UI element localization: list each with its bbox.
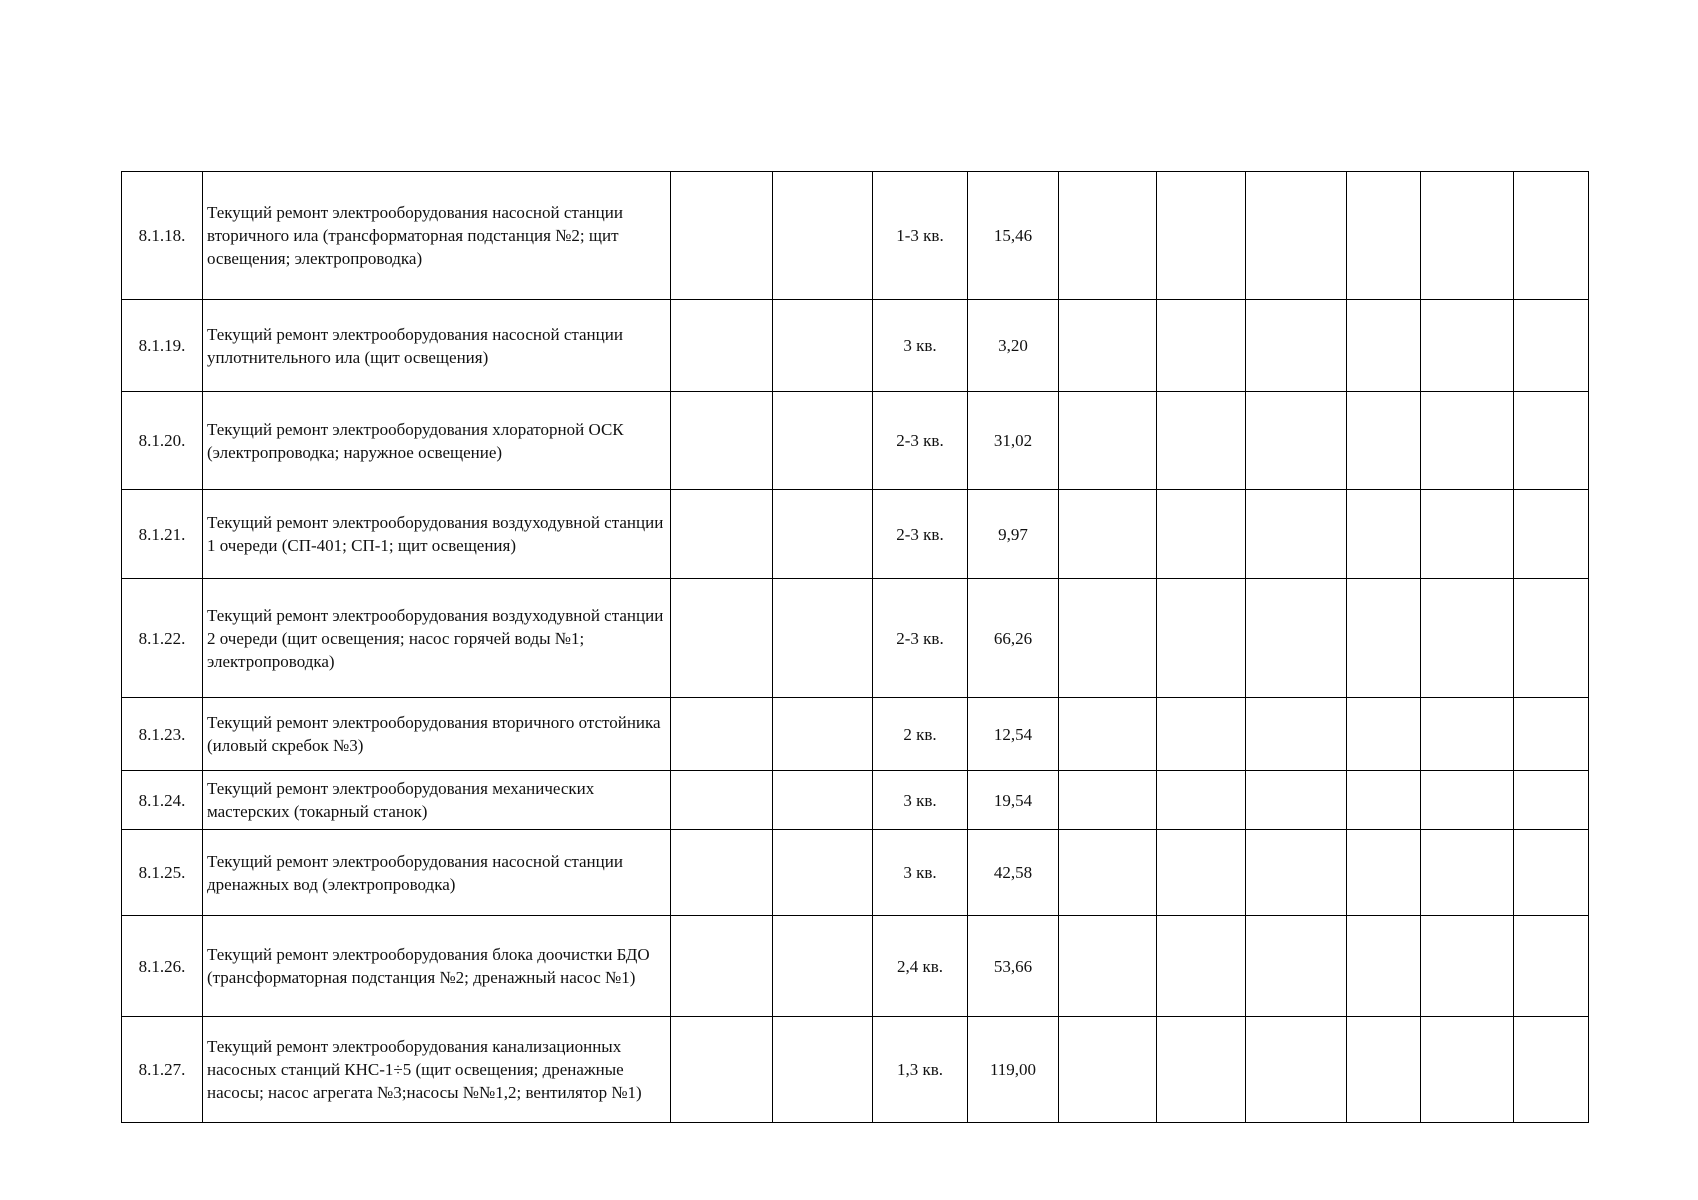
work-description: Текущий ремонт электрооборудования насосной станции уплотнительного ила (щит освещения) xyxy=(203,300,671,392)
empty-cell xyxy=(1157,771,1246,830)
empty-cell xyxy=(1421,579,1514,698)
work-description: Текущий ремонт электрооборудования хлораторной ОСК (электропроводка; наружное освещение) xyxy=(203,392,671,490)
row-number: 8.1.24. xyxy=(122,771,203,830)
work-amount: 66,26 xyxy=(968,579,1059,698)
work-amount: 12,54 xyxy=(968,698,1059,771)
work-amount: 15,46 xyxy=(968,172,1059,300)
row-number: 8.1.26. xyxy=(122,916,203,1017)
empty-cell xyxy=(671,300,773,392)
empty-cell xyxy=(1059,172,1157,300)
work-period: 3 кв. xyxy=(873,830,968,916)
work-amount: 53,66 xyxy=(968,916,1059,1017)
row-number: 8.1.19. xyxy=(122,300,203,392)
empty-cell xyxy=(1157,1017,1246,1123)
empty-cell xyxy=(1514,1017,1589,1123)
row-number: 8.1.22. xyxy=(122,579,203,698)
empty-cell xyxy=(1059,579,1157,698)
empty-cell xyxy=(671,1017,773,1123)
empty-cell xyxy=(773,579,873,698)
empty-cell xyxy=(1157,392,1246,490)
row-number: 8.1.27. xyxy=(122,1017,203,1123)
empty-cell xyxy=(1421,698,1514,771)
empty-cell xyxy=(1347,771,1421,830)
empty-cell xyxy=(1514,698,1589,771)
empty-cell xyxy=(1514,300,1589,392)
empty-cell xyxy=(1421,830,1514,916)
table-row xyxy=(122,771,1589,830)
empty-cell xyxy=(1246,771,1347,830)
table-row xyxy=(122,698,1589,771)
empty-cell xyxy=(1514,490,1589,579)
row-number: 8.1.20. xyxy=(122,392,203,490)
table-row xyxy=(122,392,1589,490)
work-period: 2 кв. xyxy=(873,698,968,771)
empty-cell xyxy=(1347,172,1421,300)
empty-cell xyxy=(671,392,773,490)
empty-cell xyxy=(1246,698,1347,771)
table-row xyxy=(122,830,1589,916)
empty-cell xyxy=(1421,916,1514,1017)
empty-cell xyxy=(1421,771,1514,830)
empty-cell xyxy=(1514,916,1589,1017)
empty-cell xyxy=(1246,579,1347,698)
work-period: 1,3 кв. xyxy=(873,1017,968,1123)
empty-cell xyxy=(1157,172,1246,300)
work-description: Текущий ремонт электрооборудования вторичного отстойника (иловый скребок №3) xyxy=(203,698,671,771)
work-amount: 9,97 xyxy=(968,490,1059,579)
empty-cell xyxy=(773,392,873,490)
work-period: 1-3 кв. xyxy=(873,172,968,300)
empty-cell xyxy=(1347,830,1421,916)
empty-cell xyxy=(1421,392,1514,490)
work-period: 3 кв. xyxy=(873,300,968,392)
empty-cell xyxy=(1059,771,1157,830)
empty-cell xyxy=(773,172,873,300)
empty-cell xyxy=(671,916,773,1017)
work-description: Текущий ремонт электрооборудования воздуходувной станции 1 очереди (СП-401; СП-1; щит освещения) xyxy=(203,490,671,579)
empty-cell xyxy=(1514,172,1589,300)
empty-cell xyxy=(1421,172,1514,300)
empty-cell xyxy=(671,579,773,698)
empty-cell xyxy=(1347,579,1421,698)
empty-cell xyxy=(1246,300,1347,392)
empty-cell xyxy=(1246,916,1347,1017)
empty-cell xyxy=(1059,300,1157,392)
work-period: 2-3 кв. xyxy=(873,392,968,490)
empty-cell xyxy=(773,1017,873,1123)
empty-cell xyxy=(1059,916,1157,1017)
table-row xyxy=(122,579,1589,698)
empty-cell xyxy=(1347,916,1421,1017)
repair-works-table xyxy=(121,171,1589,1123)
empty-cell xyxy=(773,698,873,771)
empty-cell xyxy=(1157,490,1246,579)
empty-cell xyxy=(1059,392,1157,490)
empty-cell xyxy=(1157,916,1246,1017)
empty-cell xyxy=(1246,392,1347,490)
work-amount: 3,20 xyxy=(968,300,1059,392)
empty-cell xyxy=(1059,698,1157,771)
work-period: 2,4 кв. xyxy=(873,916,968,1017)
empty-cell xyxy=(773,830,873,916)
empty-cell xyxy=(1347,392,1421,490)
empty-cell xyxy=(773,490,873,579)
row-number: 8.1.18. xyxy=(122,172,203,300)
empty-cell xyxy=(1421,490,1514,579)
work-description: Текущий ремонт электрооборудования канализационных насосных станций КНС-1÷5 (щит освещения; дренажные насосы; насос агрегата №3;насосы №№1,2; вентилятор №1) xyxy=(203,1017,671,1123)
work-period: 2-3 кв. xyxy=(873,579,968,698)
empty-cell xyxy=(671,771,773,830)
work-description: Текущий ремонт электрооборудования насосной станции вторичного ила (трансформаторная подстанция №2; щит освещения; электропроводка) xyxy=(203,172,671,300)
empty-cell xyxy=(671,172,773,300)
empty-cell xyxy=(773,771,873,830)
work-description: Текущий ремонт электрооборудования воздуходувной станции 2 очереди (щит освещения; насос горячей воды №1; электропроводка) xyxy=(203,579,671,698)
table-row xyxy=(122,172,1589,300)
empty-cell xyxy=(1421,1017,1514,1123)
empty-cell xyxy=(1347,698,1421,771)
empty-cell xyxy=(1347,1017,1421,1123)
work-description: Текущий ремонт электрооборудования блока доочистки БДО (трансформаторная подстанция №2; дренажный насос №1) xyxy=(203,916,671,1017)
empty-cell xyxy=(1514,771,1589,830)
empty-cell xyxy=(1421,300,1514,392)
empty-cell xyxy=(1157,579,1246,698)
empty-cell xyxy=(1347,300,1421,392)
empty-cell xyxy=(671,490,773,579)
work-period: 2-3 кв. xyxy=(873,490,968,579)
empty-cell xyxy=(1514,830,1589,916)
empty-cell xyxy=(1157,300,1246,392)
work-amount: 19,54 xyxy=(968,771,1059,830)
work-amount: 119,00 xyxy=(968,1017,1059,1123)
row-number: 8.1.23. xyxy=(122,698,203,771)
empty-cell xyxy=(1246,490,1347,579)
table-row xyxy=(122,1017,1589,1123)
work-period: 3 кв. xyxy=(873,771,968,830)
work-amount: 31,02 xyxy=(968,392,1059,490)
table-row xyxy=(122,490,1589,579)
table-row xyxy=(122,916,1589,1017)
empty-cell xyxy=(773,916,873,1017)
empty-cell xyxy=(1246,172,1347,300)
work-description: Текущий ремонт электрооборудования насосной станции дренажных вод (электропроводка) xyxy=(203,830,671,916)
empty-cell xyxy=(1347,490,1421,579)
empty-cell xyxy=(1514,579,1589,698)
empty-cell xyxy=(1246,830,1347,916)
empty-cell xyxy=(1059,1017,1157,1123)
empty-cell xyxy=(773,300,873,392)
empty-cell xyxy=(1246,1017,1347,1123)
empty-cell xyxy=(1157,830,1246,916)
table-row xyxy=(122,300,1589,392)
empty-cell xyxy=(1059,490,1157,579)
row-number: 8.1.25. xyxy=(122,830,203,916)
empty-cell xyxy=(1157,698,1246,771)
empty-cell xyxy=(1514,392,1589,490)
row-number: 8.1.21. xyxy=(122,490,203,579)
work-amount: 42,58 xyxy=(968,830,1059,916)
empty-cell xyxy=(671,830,773,916)
empty-cell xyxy=(671,698,773,771)
empty-cell xyxy=(1059,830,1157,916)
work-description: Текущий ремонт электрооборудования механических мастерских (токарный станок) xyxy=(203,771,671,830)
